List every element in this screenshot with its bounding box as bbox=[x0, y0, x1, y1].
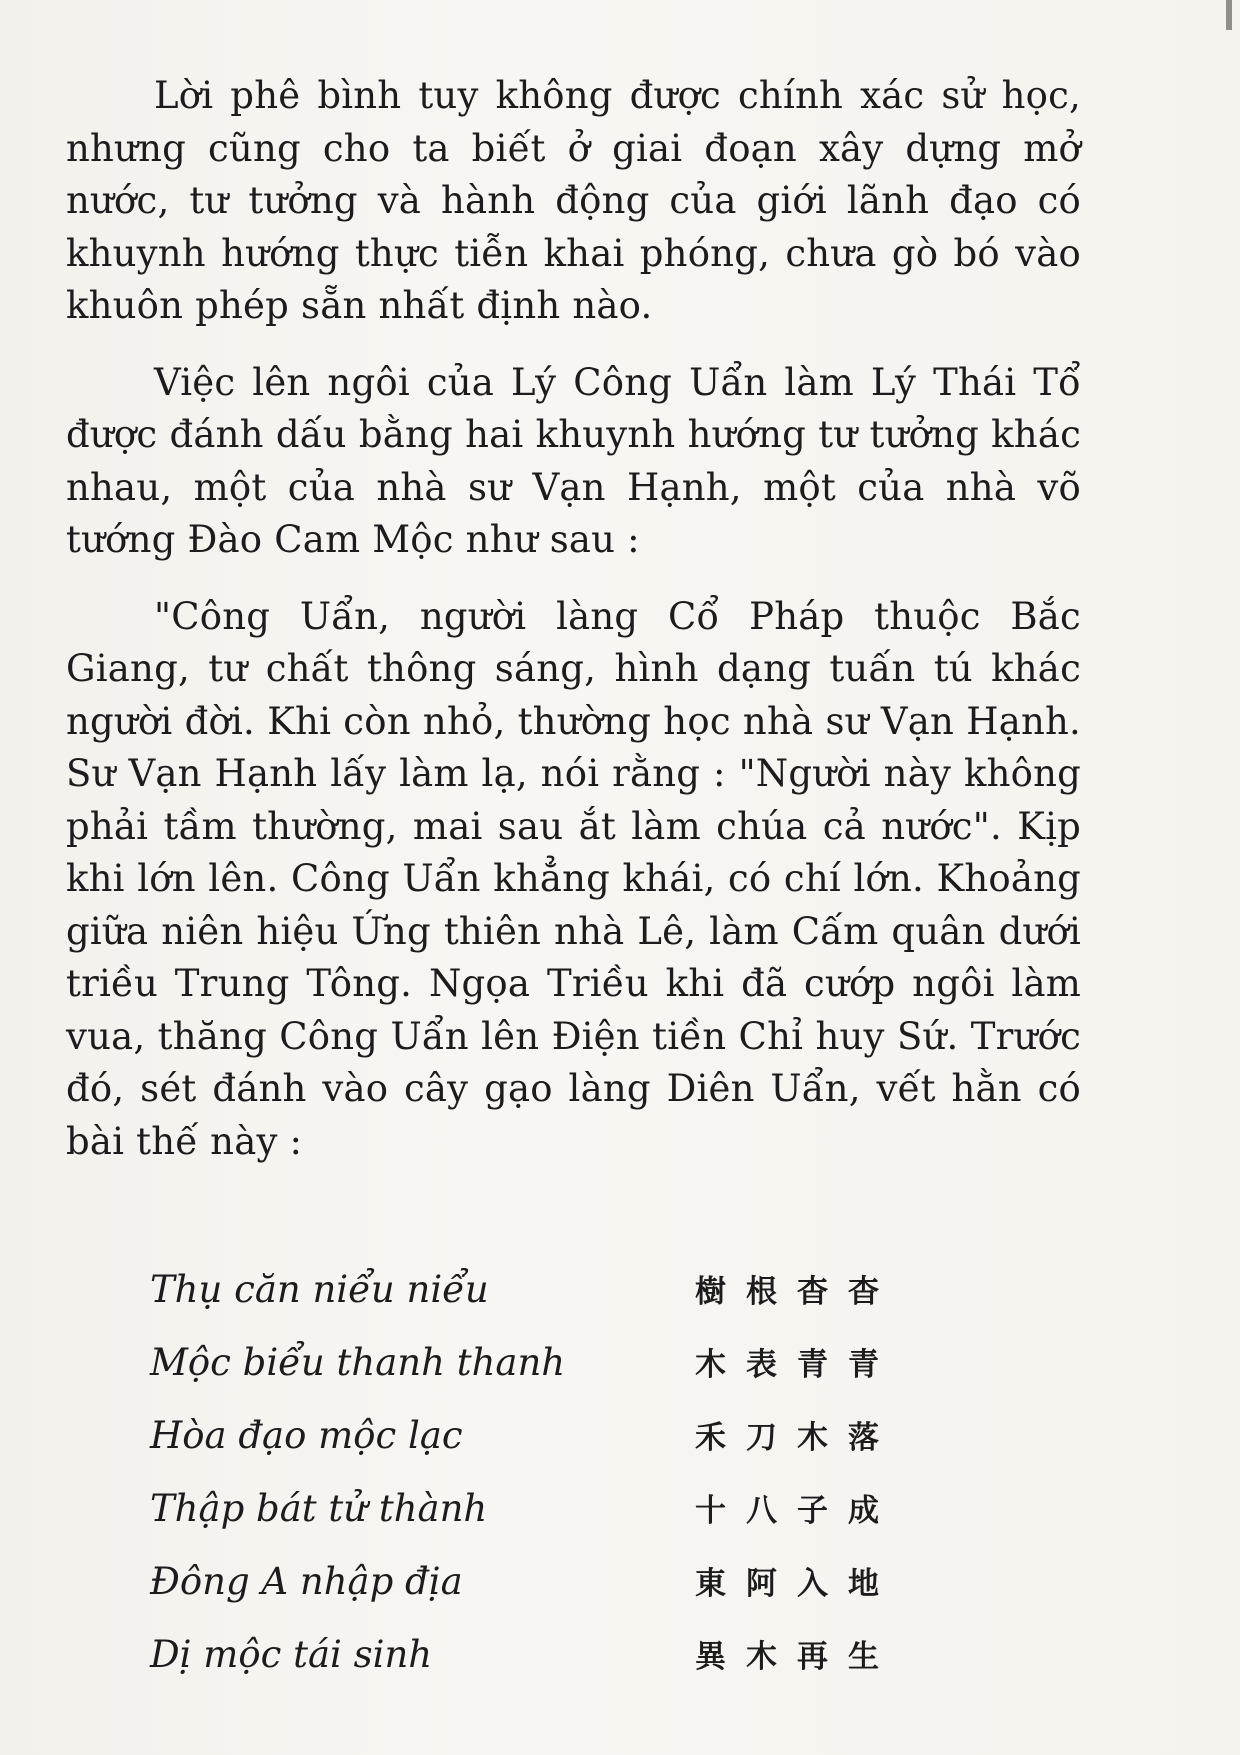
poem-chinese: 樹根杳杳 bbox=[695, 1274, 899, 1310]
poem bbox=[150, 1266, 910, 1704]
poem-chinese: 木表青青 bbox=[695, 1347, 899, 1383]
poem-line bbox=[150, 1339, 910, 1412]
poem-chinese: 東阿入地 bbox=[695, 1566, 899, 1602]
poem-vietnamese: Thập bát tử thành bbox=[150, 1487, 488, 1530]
paragraph-1: Lời phê bình tuy không được chính xác sử học, nhưng cũng cho ta biết ở giai đoạn xây dựng mở nước, tư tưởng và hành động của giới lãnh đạo có khuynh hướng thực tiễn khai phóng, chưa gò bó vào khuôn phép sẵn nhất định nào. bbox=[66, 74, 1081, 327]
poem-vietnamese: Đông A nhập địa bbox=[150, 1560, 463, 1603]
page-edge-mark bbox=[1226, 0, 1232, 30]
poem-chinese: 禾刀木落 bbox=[695, 1420, 899, 1456]
poem-vietnamese: Mộc biểu thanh thanh bbox=[150, 1341, 566, 1384]
poem-line bbox=[150, 1558, 910, 1631]
poem-vietnamese: Thụ căn niểu niểu bbox=[150, 1268, 489, 1311]
poem-line bbox=[150, 1266, 910, 1339]
poem-chinese: 異木再生 bbox=[695, 1639, 899, 1675]
poem-chinese: 十八子成 bbox=[695, 1493, 899, 1529]
poem-vietnamese: Hòa đạo mộc lạc bbox=[150, 1414, 463, 1457]
poem-line bbox=[150, 1412, 910, 1485]
poem-vietnamese: Dị mộc tái sinh bbox=[150, 1633, 433, 1676]
body-text bbox=[66, 70, 1081, 1192]
paragraph-3: "Công Uẩn, người làng Cổ Pháp thuộc Bắc Giang, tư chất thông sáng, hình dạng tuấn tú khác người đời. Khi còn nhỏ, thường học nhà sư Vạn Hạnh. Sư Vạn Hạnh lấy làm lạ, nói rằng : "Người này không phải tầm thường, mai sau ắt làm chúa cả nước". Kịp khi lớn lên. Công Uẩn khẳng khái, có chí lớn. Khoảng giữa niên hiệu Ứng thiên nhà Lê, làm Cấm quân dưới triều Trung Tông. Ngọa Triều khi đã cướp ngôi làm vua, thăng Công Uẩn lên Điện tiền Chỉ huy Sứ. Trước đó, sét đánh vào cây gạo làng Diên Uẩn, vết hằn có bài thế này : bbox=[66, 594, 1081, 1163]
poem-line bbox=[150, 1631, 910, 1704]
poem-line bbox=[150, 1485, 910, 1558]
paragraph-2: Việc lên ngôi của Lý Công Uẩn làm Lý Thái Tổ được đánh dấu bằng hai khuynh hướng tư tưởng khác nhau, một của nhà sư Vạn Hạnh, một của nhà võ tướng Đào Cam Mộc như sau : bbox=[66, 360, 1081, 561]
